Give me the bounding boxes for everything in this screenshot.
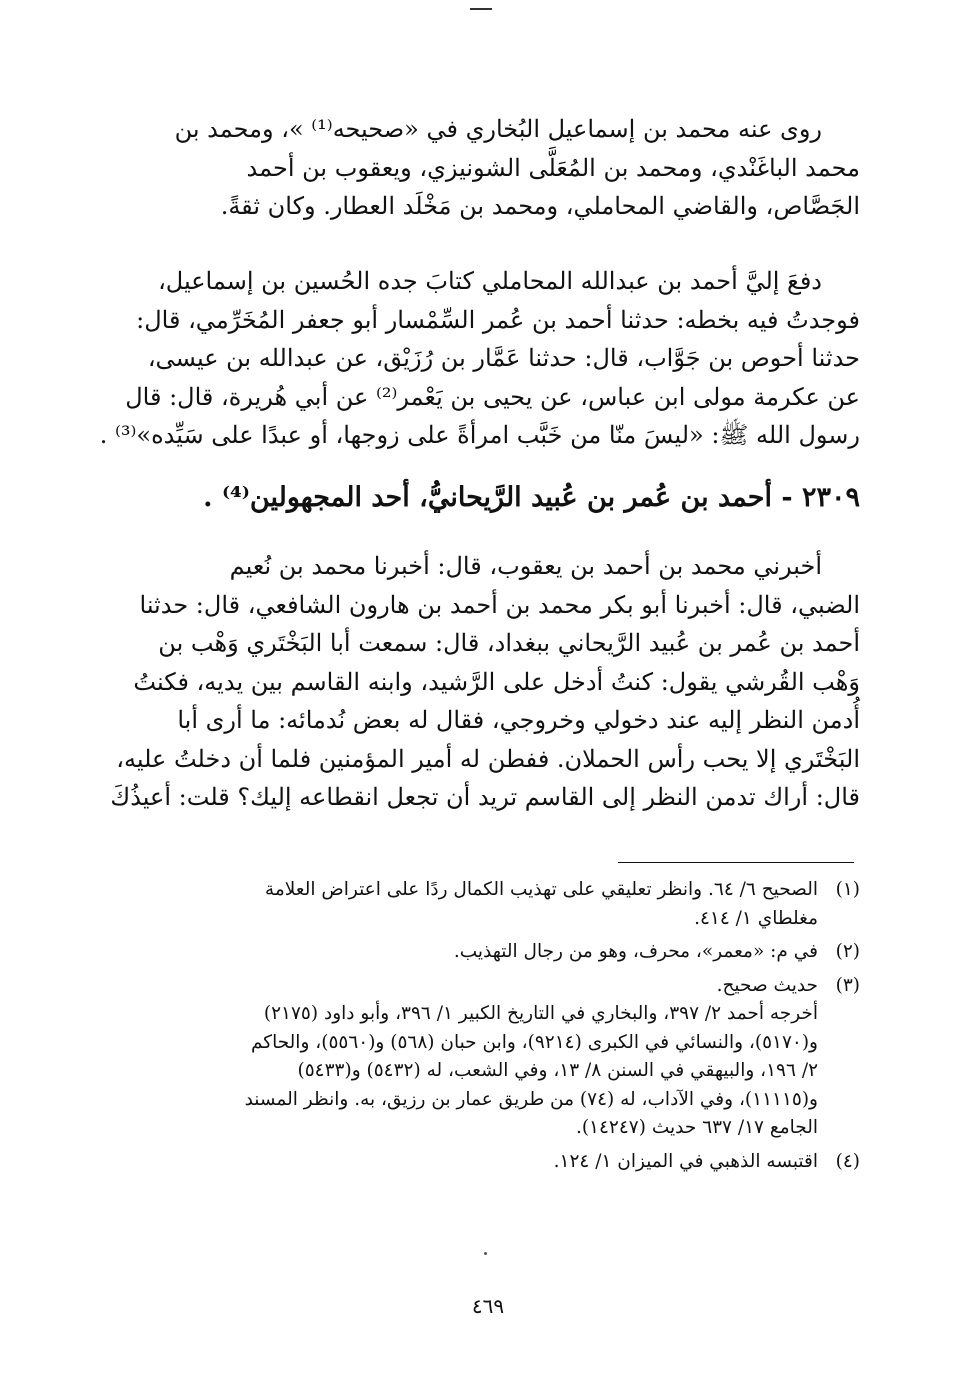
footnote-number: (٢) — [835, 941, 860, 962]
footnote-number: (١) — [835, 879, 860, 900]
footnote-line: و(٥١٧٠)، والنسائي في الكبرى (٩٢١٤)، وابن حبان (٥٦٨) و(٥٥٦٠)، والحاكم — [250, 1031, 818, 1053]
footnote-line: أخرجه أحمد ٢/ ٣٩٧، والبخاري في التاريخ الكبير ١/ ٣٩٦، وأبو داود (٢١٧٥) — [263, 1003, 818, 1024]
text-line: وَهْب القُرشي يقول: كنتُ أدخل على الرَّشيد، وابنه القاسم بين يديه، فكنتُ — [133, 667, 860, 696]
page-number: ٤٦٩ — [471, 1294, 505, 1318]
paragraph-entry-text — [110, 547, 860, 817]
footnote-body — [150, 876, 818, 933]
text-line: البَخْتَري إلا يحب رأس الحملان. ففطن له أمير المؤمنين فلما أن دخلتُ عليه، — [116, 744, 860, 773]
text-line: أخبرني محمد بن أحمد بن يعقوب، قال: أخبرنا محمد بن نُعيم — [229, 552, 822, 580]
paragraph-hadith — [99, 262, 860, 455]
footnote-body — [150, 972, 818, 1143]
text-line: الضبي، قال: أخبرنا أبو بكر محمد بن أحمد بن هارون الشافعي، قال: حدثنا — [139, 590, 860, 619]
footnote-line: اقتبسه الذهبي في الميزان ١/ ١٢٤. — [553, 1150, 818, 1172]
footnote-separator — [618, 862, 854, 863]
footnote-line: الجامع ١٧/ ٦٣٧ حديث (١٤٢٤٧). — [575, 1117, 818, 1138]
footnotes — [150, 876, 860, 1181]
text-line: الجَصَّاص، والقاضي المحاملي، ومحمد بن مَخْلَد العطار. وكان ثقةً. — [220, 192, 860, 220]
footnote-body — [150, 938, 818, 967]
footnote-line: مغلطاي ١/ ٤١٤. — [694, 907, 818, 929]
footnote-4 — [150, 1148, 860, 1177]
paragraph-narrators — [150, 110, 860, 226]
footnote-line: في م: «معمر»، محرف، وهو من رجال التهذيب. — [453, 941, 818, 962]
text-line: فوجدتُ فيه بخطه: حدثنا أحمد بن عُمر السِّمْسار أبو جعفر المُخَرِّمي، قال: — [136, 305, 860, 334]
text-line: روى عنه محمد بن إسماعيل البُخاري في «صحيحه⁽¹⁾ »، ومحمد بن — [174, 115, 822, 143]
text-line: عن عكرمة مولى ابن عباس، عن يحيى بن يَعْمر⁽²⁾ عن أبي هُريرة، قال: قال — [125, 382, 860, 411]
entry-heading: ٢٣٠٩ - أحمد بن عُمر بن عُبيد الرَّيحانيُّ، أحد المجهولين⁽⁴⁾ . — [203, 482, 860, 513]
print-dot — [484, 1252, 487, 1255]
footnote-line: الصحيح ٦/ ٦٤. وانظر تعليقي على تهذيب الكمال ردًا على اعتراض العلامة — [264, 879, 818, 900]
text-line: رسول الله ﷺ: «ليسَ منّا من خَبَّب امرأةً على زوجها، أو عبدًا على سَيِّده»⁽³⁾ . — [99, 421, 860, 449]
text-line: أحمد بن عُمر بن عُبيد الرَّيحاني ببغداد، قال: سمعت أبا البَخْتَري وَهْب بن — [158, 629, 860, 657]
footnote-line: ٢/ ١٩٦، والبيهقي في السنن ٨/ ١٣، وفي الشعب، له (٥٤٣٢) و(٥٤٣٣) — [297, 1060, 818, 1081]
footnote-number: (٤) — [835, 1150, 860, 1172]
footnote-body — [150, 1148, 818, 1177]
footnote-line: و(١١١١٥)، وفي الآداب، له (٧٤) من طريق عمار بن رزيق، به. وانظر المسند — [244, 1088, 818, 1110]
footnote-3 — [150, 972, 860, 1143]
footnote-number: (٣) — [835, 974, 860, 996]
text-line: قال: أراك تدمن النظر إلى القاسم تريد أن تجعل انقطاعه إليك؟ قلت: أعيذُكَ — [110, 783, 860, 811]
text-line: حدثنا أحوص بن جَوَّاب، قال: حدثنا عَمَّار بن رُزَيْق، عن عبدالله بن عيسى، — [147, 344, 860, 372]
footnote-line: حديث صحيح. — [716, 974, 818, 996]
footnote-1 — [150, 876, 860, 933]
top-margin-mark — [470, 8, 492, 10]
text-line: محمد الباغَنْدي، ومحمد بن المُعَلَّى الشونيزي، ويعقوب بن أحمد — [246, 153, 860, 182]
text-line: أُدمن النظر إليه عند دخولي وخروجي، فقال له بعض نُدمائه: ما أرى أبا — [177, 706, 860, 734]
text-line: دفعَ إليَّ أحمد بن عبدالله المحاملي كتابَ جده الحُسين بن إسماعيل، — [158, 267, 822, 295]
footnote-2 — [150, 938, 860, 967]
